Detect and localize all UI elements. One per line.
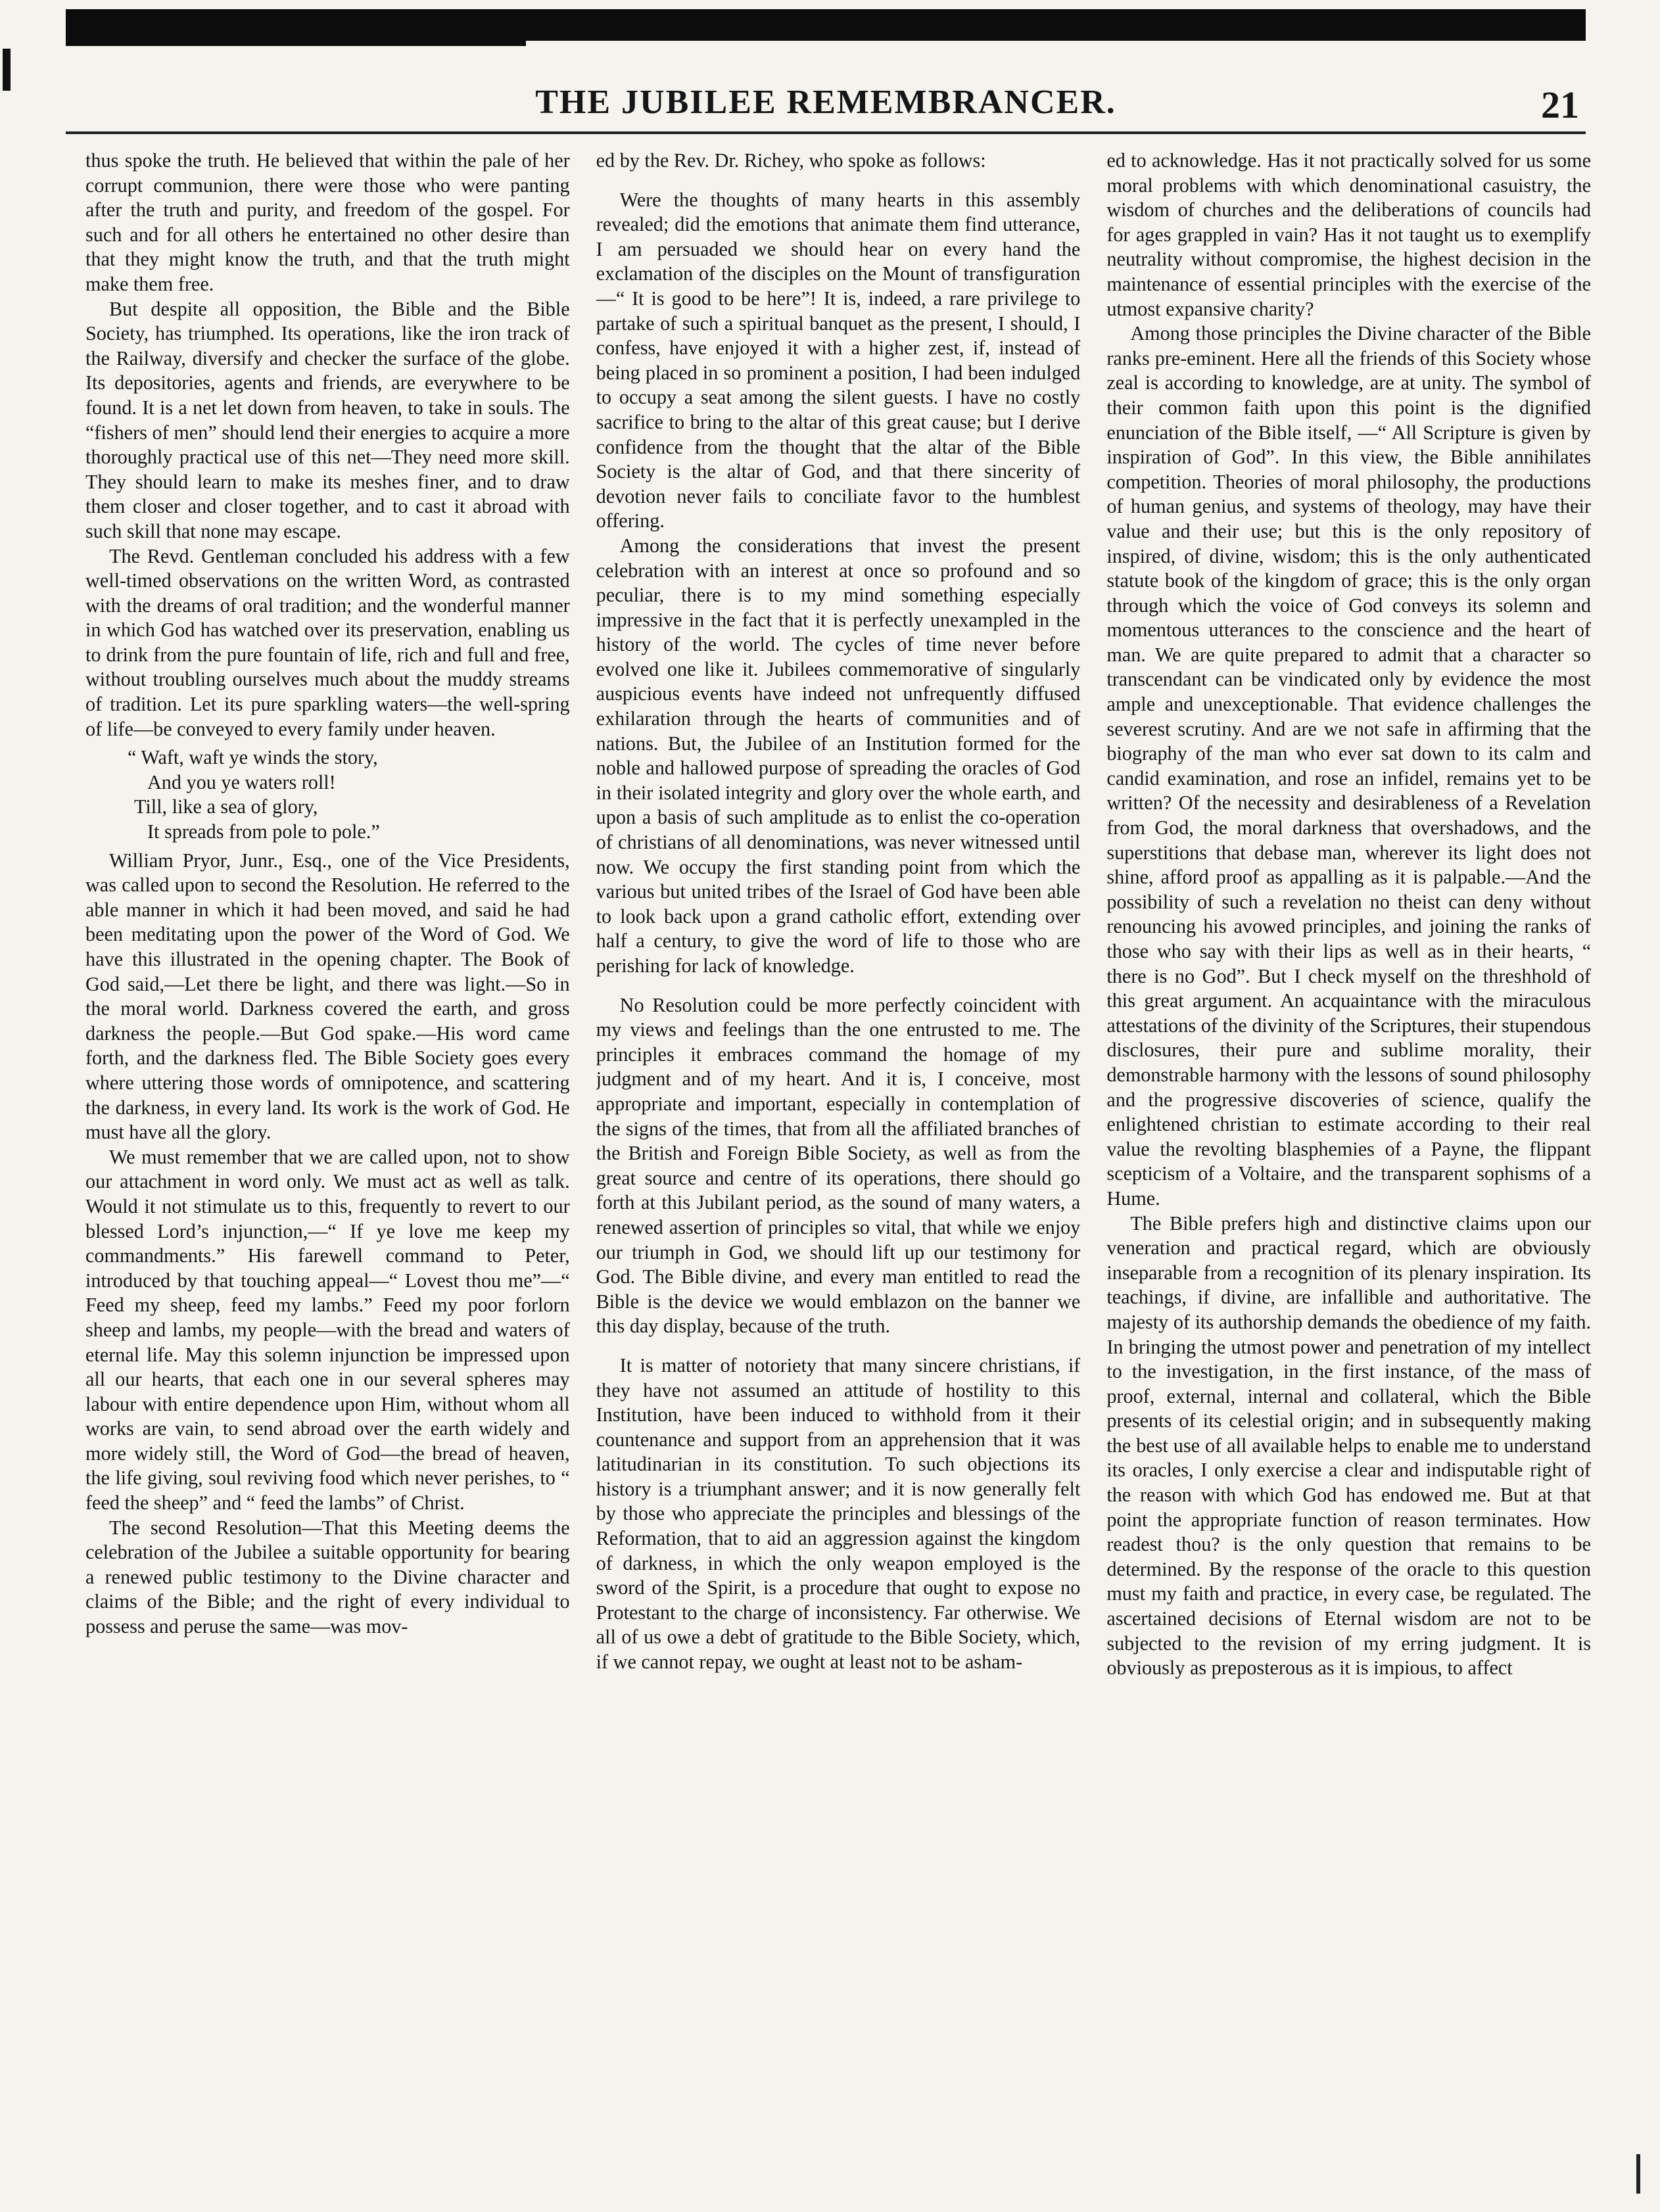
paragraph: We must remember that we are called upon, not to show our attachment in word only. We must act as well as talk. Would it not stimulate us to this, frequently to revert to our blessed Lord’s injunction,—“ If ye love me keep my commandments.” His farewell command to Peter, introduced by that touching appeal—“ Lovest thou me”—“ Feed my sheep, feed my lambs.” Feed my poor forlorn sheep and lambs, my people—with the bread and waters of eternal life. May this solemn injunction be impressed upon all our hearts, that each one in our several spheres may labour with entire dependence upon Him, without whom all works are vain, to send abroad over the earth widely and more widely still, the Word of God—the bread of heaven, the life giving, soul reviving food which never perishes, to “ feed the sheep” and “ feed the lambs” of Christ. (85, 1145, 570, 1515)
margin-mark (3, 49, 11, 91)
paragraph: Among the considerations that invest the present celebration with an interest at once so profound and so peculiar, there is to my mind something especially impressive in the fact that it is perfectly unexampled in the history of the world. The cycles of time never before evolved one like it. Jubilees commemorative of singularly auspicious events have indeed not unfrequently diffused exhilaration through the hearts of communities and of nations. But, the Jubilee of an Institution formed for the noble and hallowed purpose of spreading the oracles of God in their isolated integrity and glory over the whole earth, and upon a basis of such amplitude as to enlist the co-operation of christians of all denominations, was never witnessed until now. We occupy the first standing point from which the various but united tribes of the Israel of God have been able to look back upon a grand catholic effort, extending over half a century, to give the word of life to those who are perishing for lack of knowledge. (596, 534, 1081, 977)
paragraph: thus spoke the truth. He believed that within the pale of her corrupt communion, there were those who were panting after the truth and purity, and freedom of the gospel. For such and for all others he entertained no other desire than that they might know the truth, and that the truth might make them free. (85, 149, 570, 295)
top-border-rule-notch (66, 38, 526, 46)
verse-line: Till, like a sea of glory, (134, 795, 318, 818)
column-3 (1106, 149, 1591, 2153)
paragraph: But despite all opposition, the Bible and the Bible Society, has triumphed. Its operations, like the iron track of the Railway, diversify and checker the surface of the globe. Its depositories, agents and friends, are everywhere to be found. It is a net let down from heaven, to take in souls. The “fishers of men” should lend their energies to acquire a more thoroughly practical use of this net—They need more skill. They should learn to make its meshes finer, and to draw them closer and closer together, and to cast it abroad with such skill that none may escape. (85, 297, 570, 542)
article-columns (85, 149, 1591, 2153)
paragraph: No Resolution could be more perfectly coincident with my views and feelings than the one entrusted to me. The principles it embraces command the homage of my judgment and of my heart. And it is, I conceive, most appropriate and important, especially in contemplation of the signs of the times, that from all the affiliated branches of the British and Foreign Bible Society, as well as from the great source and centre of its operations, there should go forth at this Jubilant period, as the sound of many waters, a renewed assertion of principles so vital, that while we enjoy our triumph in God, we should lift up our testimony for God. The Bible divine, and every man entitled to read the Bible is the device we would emblazon on the banner we this day display, because of the truth. (596, 993, 1081, 1338)
paragraph: The Bible prefers high and distinctive claims upon our veneration and practical regard, which are obviously inseparable from a recognition of its plenary inspiration. Its teachings, if divine, are infallible and authoritative. The majesty of its authorship demands the obedience of my faith. In bringing the utmost power and penetration of my intellect to the investigation, in the first instance, of the mass of proof, external, internal and collateral, which the Bible presents of its celestial origin; and in subsequently making the best use of all available helps to enable me to understand its oracles, I only exercise a clear and indisputable right of the reason with which God has endowed me. But at that point the appropriate function of reason terminates. How readest thou? is the only question that remains to be determined. By the response of the oracle to this question must my faith and practice, in every case, be regulated. The ascertained decisions of Eternal wisdom are not to be subjected to the revision of my erring judgment. It is obviously as preposterous as it is impious, to affect (1106, 1212, 1591, 1680)
page-number: 21 (1541, 83, 1579, 126)
top-border-rule (66, 9, 1586, 41)
paragraph: The second Resolution—That this Meeting deems the celebration of the Jubilee a suitable opportunity for bearing a renewed public testimony to the Divine character and claims of the Bible; and the right of every individual to possess and peruse the same—was mov- (85, 1516, 570, 1638)
paragraph: It is matter of notoriety that many sincere christians, if they have not assumed an attitude of hostility to this Institution, have been induced to withhold from it their countenance and support from an apprehension that it was latitudinarian in its constitution. To such objections its history is a triumphant answer; and it is now generally felt by those who appreciate the principles and blessings of the Reformation, that to aid an aggression against the kingdom of darkness, in which the only weapon employed is the sword of the Spirit, is a procedure that ought to expose no Protestant to the charge of inconsistency. Far otherwise. We all of us owe a debt of gratitude to the Bible Society, which, if we cannot repay, we ought at least not to be asham- (596, 1353, 1081, 1674)
paragraph: ed to acknowledge. Has it not practically solved for us some moral problems with which denominational casuistry, the wisdom of churches and the deliberations of councils had for ages grappled in vain? Has it not taught us to exemplify neutrality without compromise, the highest decision in the maintenance of essential principles with the exercise of the utmost expansive charity? (1106, 149, 1591, 320)
paragraph: Among those principles the Divine character of the Bible ranks pre-eminent. Here all the friends of this Society whose zeal is according to knowledge, are at unity. The symbol of their common faith upon this point is the dignified enunciation of the Bible itself, —“ All Scripture is given by inspiration of God”. In this view, the Bible annihilates competition. Theories of moral philosophy, the productions of human genius, and systems of theology, may have their value and their use; but this is the only repository of inspired, of divine, wisdom; this is the only authenticated statute book of the kingdom of grace; this is the only organ through which the voice of God conveys its solemn and momentous utterances to the conscience and the heart of man. We are quite prepared to admit that a character so transcendant can be vindicated only by evidence the most ample and unexceptionable. That evidence challenges the severest scrutiny. And are we not safe in affirming that the biography of the man who ever sat down to its calm and candid examination, and rose an infidel, remains yet to be written? Of the necessity and desirableness of a Revelation from God, the moral darkness that overshadows, and the superstitions that debase man, wherever its light does not shine, afford proof as appalling as it is palpable.—And the possibility of such a revelation no theist can deny without renouncing his avowed principles, and joining the ranks of those who say with their lips as well as in their hearts, “ there is no God”. But I check myself on the threshhold of this great argument. An acquaintance with the miraculous attestations of the divinity of the Scriptures, their stupendous disclosures, their pure and sublime morality, their demonstrable harmony with the lessons of sound philosophy and the progressive discoveries of science, qualify the enlightened christian to estimate according to their real value the revolting blasphemies of a Payne, the flippant scepticism of a Voltaire, and the transparent sophisms of a Hume. (1106, 322, 1591, 1210)
verse-line: It spreads from pole to pole.” (147, 820, 380, 843)
column-1 (85, 149, 570, 2153)
page-header (66, 71, 1586, 130)
paragraph: ed by the Rev. Dr. Richey, who spoke as follows: (596, 149, 986, 172)
verse-line: “ Waft, waft ye winds the story, (128, 746, 378, 769)
running-title: THE JUBILEE REMEMBRANCER. (535, 83, 1116, 121)
verse-line: And you ye waters roll! (147, 770, 336, 793)
paragraph: Were the thoughts of many hearts in this assembly revealed; did the emotions that animate them find utterance, I am persuaded we should hear on every hand the exclamation of the disciples on the Mount of transfiguration—“ It is good to be here”! It is, indeed, a rare privilege to partake of such a spiritual banquet as the present, I should, I confess, have enjoyed it with a higher zest, if, instead of being placed in so prominent a position, I had been indulged to occupy a seat among the silent guests. I have no costly sacrifice to bring to the altar of this great cause; but I derive confidence from the thought that the altar of the Bible Society is the altar of God, and that there sincerity of devotion never fails to conciliate favor to the humblest offering. (596, 188, 1081, 532)
verse-quotation (128, 745, 570, 844)
header-rule (66, 131, 1586, 134)
paragraph: The Revd. Gentleman concluded his address with a few well-timed observations on the written Word, as contrasted with the dreams of oral tradition; and the wonderful manner in which God has watched over its preservation, enabling us to drink from the pure fountain of life, rich and full and free, without troubling ourselves much about the muddy streams of tradition. Let its pure sparkling waters—the well-spring of life—be conveyed to every family under heaven. (85, 544, 570, 740)
paragraph: William Pryor, Junr., Esq., one of the Vice Presidents, was called upon to second the Resolution. He referred to the able manner in which it had been moved, and said he had been meditating upon the power of the Word of God. We have this illustrated in the opening chapter. The Book of God said,—Let there be light, and there was light.—So in the moral world. Darkness covered the earth, and gross darkness the people.—But God spake.—His word came forth, and the darkness fled. The Bible Society goes every where uttering those words of omnipotence, and scattering the darkness, in every land. Its work is the work of God. He must have all the glory. (85, 849, 570, 1144)
column-2 (596, 149, 1081, 2153)
margin-mark (1636, 2154, 1640, 2194)
